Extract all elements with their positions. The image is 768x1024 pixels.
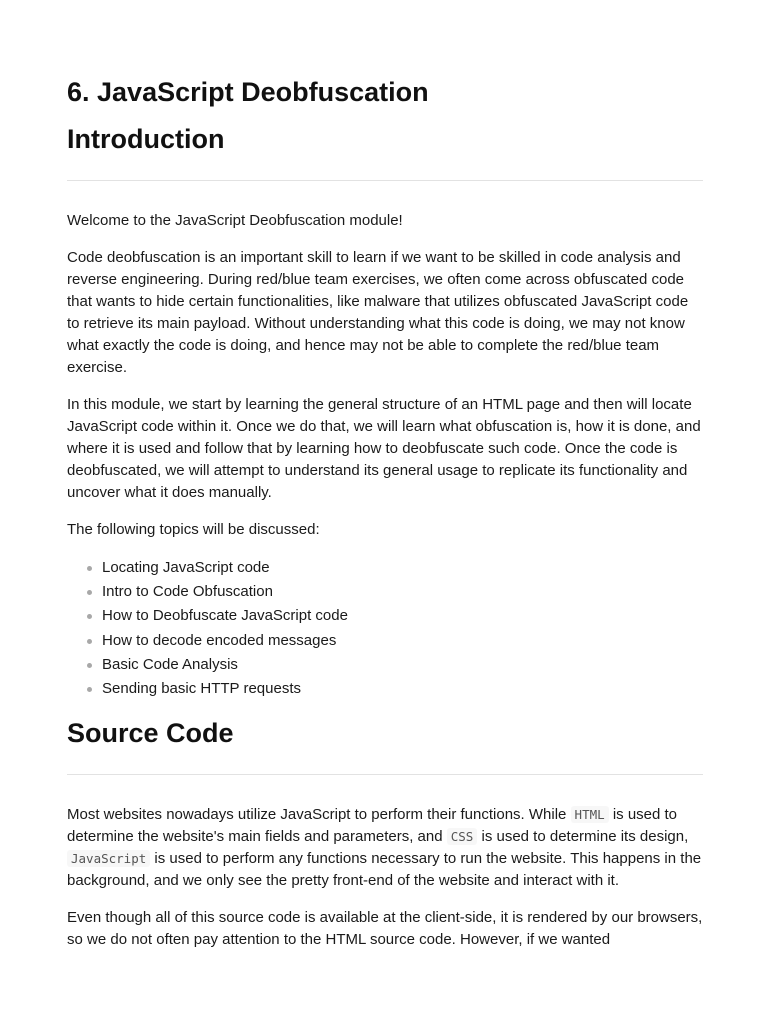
topic-item: Sending basic HTTP requests bbox=[67, 677, 703, 701]
text-run: is used to determine the website's main fields and parameters, and bbox=[67, 806, 678, 846]
document-content bbox=[67, 74, 703, 966]
text-run: is used to determine its design, bbox=[477, 828, 689, 846]
welcome-paragraph: Welcome to the JavaScript Deobfuscation module! bbox=[67, 212, 403, 229]
inline-code-javascript: JavaScript bbox=[67, 850, 150, 867]
topic-item: Basic Code Analysis bbox=[67, 653, 703, 677]
inline-code-css: CSS bbox=[447, 828, 478, 845]
source-code-paragraph-1 bbox=[67, 804, 703, 892]
topics-list bbox=[67, 556, 703, 701]
text-run: is used to perform any functions necessary to run the website. This happens in the background, and we only see the pretty front-end of the website and interact with it. bbox=[67, 850, 702, 890]
section-divider bbox=[67, 180, 703, 181]
source-code-heading: Source Code bbox=[67, 718, 234, 749]
topic-item: Locating JavaScript code bbox=[67, 556, 703, 580]
topics-intro: The following topics will be discussed: bbox=[67, 521, 320, 538]
intro-paragraph-2: In this module, we start by learning the general structure of an HTML page and then will locate JavaScript code within it. Once we do that, we will learn what obfuscation is, how it is done, and where it is used and follow that by learning how to deobfuscate such code. Once the code is deobfuscated, we will attempt to understand its general usage to replicate its functionality and uncover what it does manually. bbox=[67, 396, 701, 501]
chapter-title: 6. JavaScript Deobfuscation bbox=[67, 77, 429, 107]
inline-code-html: HTML bbox=[571, 806, 609, 823]
topic-item: How to decode encoded messages bbox=[67, 629, 703, 653]
introduction-heading: Introduction bbox=[67, 124, 225, 154]
topic-item: Intro to Code Obfuscation bbox=[67, 580, 703, 604]
section-divider bbox=[67, 774, 703, 775]
text-run: Most websites nowadays utilize JavaScript to perform their functions. While bbox=[67, 806, 571, 824]
topic-item: How to Deobfuscate JavaScript code bbox=[67, 604, 703, 628]
source-code-paragraph-2: Even though all of this source code is available at the client-side, it is rendered by our browsers, so we do not often pay attention to the HTML source code. However, if we wanted bbox=[67, 909, 703, 949]
intro-paragraph-1: Code deobfuscation is an important skill to learn if we want to be skilled in code analysis and reverse engineering. During red/blue team exercises, we often come across obfuscated code that wants to hide certain functionalities, like malware that utilizes obfuscated JavaScript code to retrieve its main payload. Without understanding what this code is doing, we may not know what exactly the code is doing, and hence may not be able to complete the red/blue team exercise. bbox=[67, 249, 689, 376]
